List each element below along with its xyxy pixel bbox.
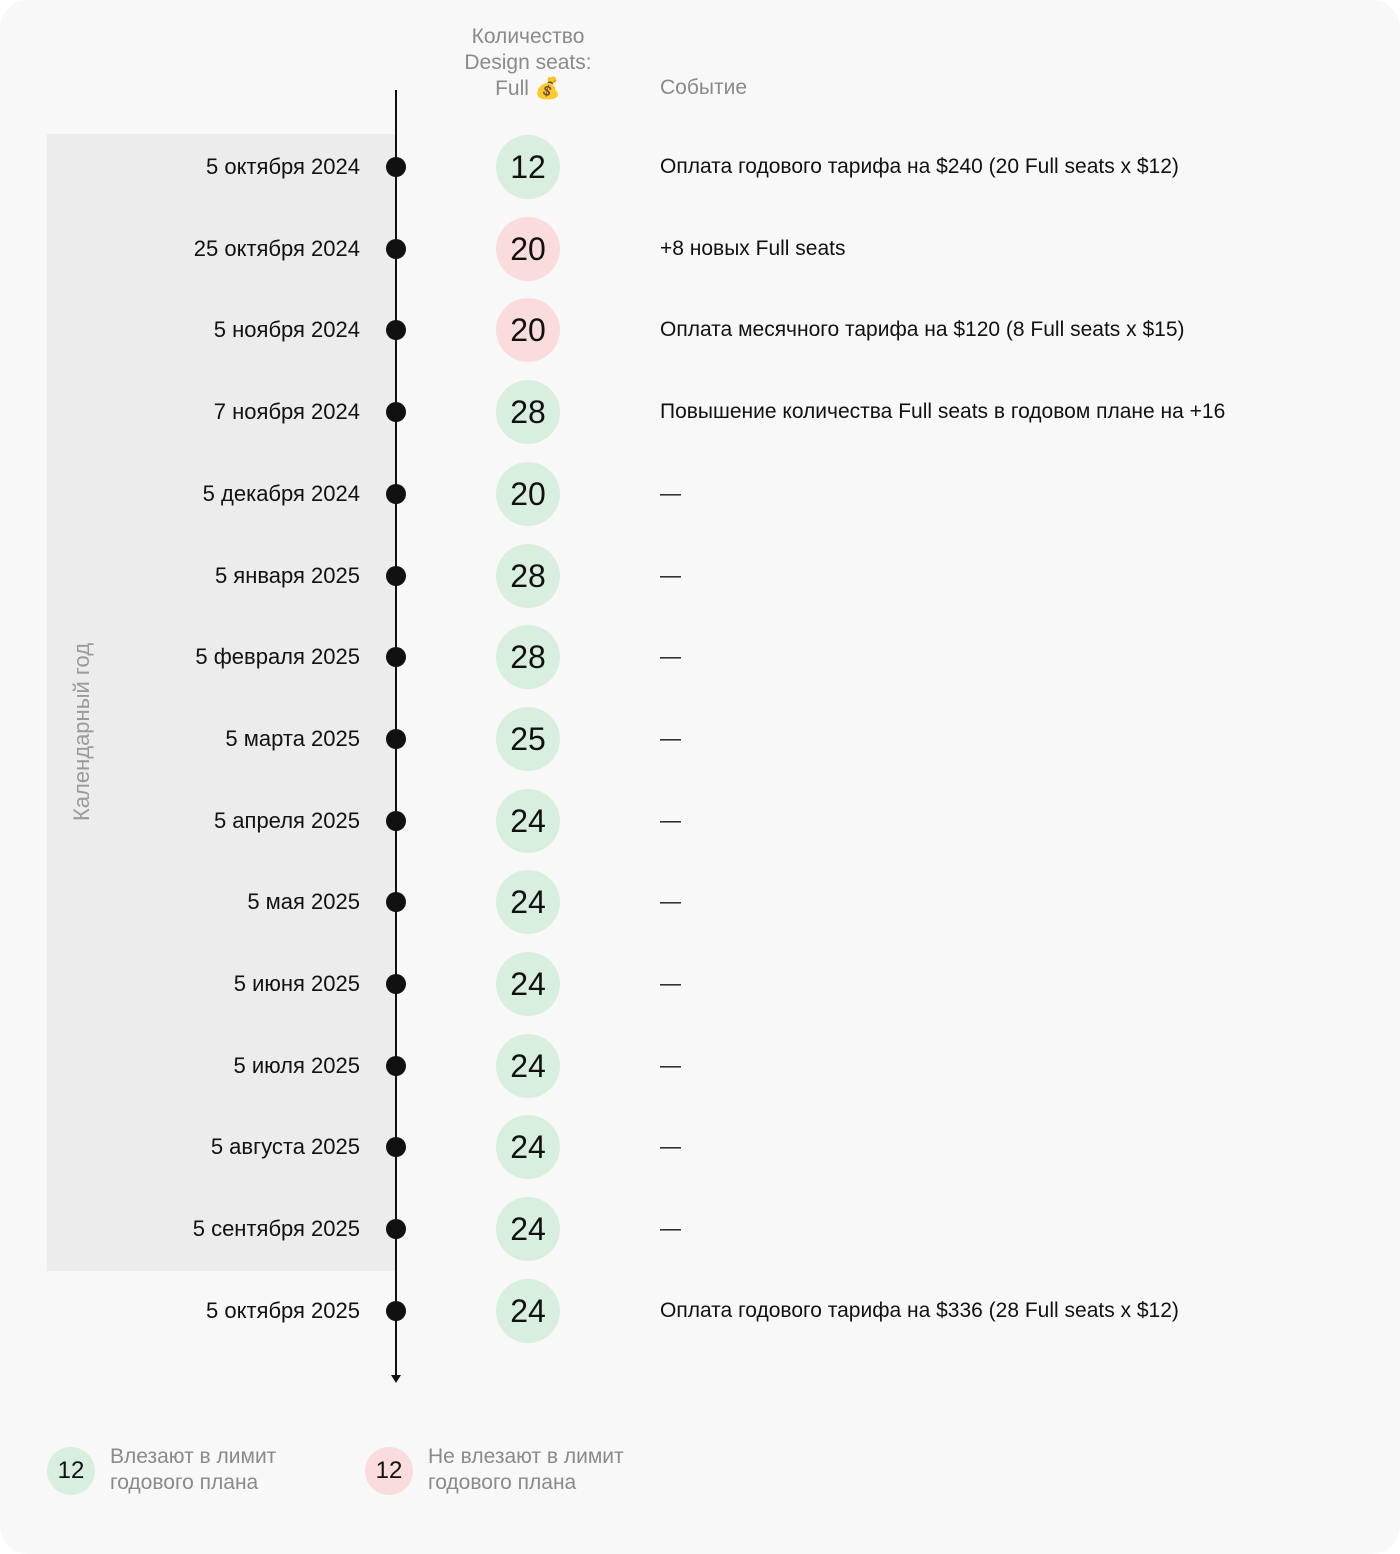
timeline-dot [386, 157, 406, 177]
timeline-dot [386, 729, 406, 749]
row-date: 5 августа 2025 [210, 1134, 360, 1159]
seats-count-badge: 24 [496, 952, 560, 1016]
timeline-row [0, 952, 1400, 1016]
event-column-header: Событие [660, 76, 747, 99]
timeline-dot [386, 974, 406, 994]
row-event: Повышение количества Full seats в годовом плане на +16 [660, 400, 1226, 423]
timeline-dot [386, 484, 406, 504]
timeline-dot [386, 402, 406, 422]
timeline-dot [386, 892, 406, 912]
seats-count-badge: 24 [496, 1115, 560, 1179]
row-date: 5 октября 2024 [206, 154, 360, 179]
row-date: 25 октября 2024 [193, 236, 360, 261]
seats-count-badge: 24 [496, 1279, 560, 1343]
legend-text-ok [110, 1444, 276, 1496]
timeline-dot [386, 320, 406, 340]
money-bag-icon: 💰 [534, 77, 561, 100]
row-date: 5 февраля 2025 [195, 644, 360, 669]
timeline-row [0, 625, 1400, 689]
seats-count-badge: 25 [496, 707, 560, 771]
timeline-row [0, 707, 1400, 771]
seats-count-badge: 20 [496, 217, 560, 281]
seats-count-badge: 28 [496, 625, 560, 689]
timeline-dot [386, 647, 406, 667]
seats-count-badge: 24 [496, 789, 560, 853]
legend-ok-line1: Влезают в лимит [110, 1445, 277, 1468]
row-event: — [660, 645, 681, 668]
row-date: 7 ноября 2024 [213, 399, 360, 424]
legend-ok-line2: годового плана [110, 1471, 259, 1494]
row-date: 5 июня 2025 [233, 971, 360, 996]
legend-over-line2: годового плана [428, 1471, 577, 1494]
legend-badge-over: 12 [365, 1447, 413, 1495]
timeline-row [0, 1197, 1400, 1261]
timeline-dot [386, 1137, 406, 1157]
timeline-dot [386, 566, 406, 586]
row-event: +8 новых Full seats [660, 237, 846, 260]
seats-column-header [428, 24, 628, 102]
row-event: — [660, 890, 681, 913]
row-date: 5 января 2025 [214, 563, 360, 588]
row-event: — [660, 564, 681, 587]
seats-count-badge: 20 [496, 462, 560, 526]
row-date: 5 апреля 2025 [213, 808, 360, 833]
row-event: — [660, 1217, 681, 1240]
seats-count-badge: 28 [496, 380, 560, 444]
seats-header-line2: Design seats: [464, 51, 592, 74]
row-date: 5 октября 2025 [206, 1298, 360, 1323]
row-date: 5 июля 2025 [233, 1053, 360, 1078]
timeline-row [0, 1115, 1400, 1179]
seats-count-badge: 24 [496, 870, 560, 934]
timeline-row [0, 462, 1400, 526]
seats-count-badge: 28 [496, 544, 560, 608]
row-date: 5 декабря 2024 [202, 481, 360, 506]
timeline-row [0, 1034, 1400, 1098]
seats-header-line3 [428, 76, 628, 102]
row-event: — [660, 972, 681, 995]
timeline-row [0, 217, 1400, 281]
legend-badge-ok: 12 [47, 1447, 95, 1495]
timeline-dot [386, 811, 406, 831]
calendar-year-label: Календарный год [69, 642, 94, 822]
legend-text-over [428, 1444, 624, 1496]
seats-header-full: Full [495, 77, 529, 100]
timeline-row [0, 298, 1400, 362]
timeline-row [0, 544, 1400, 608]
timeline-row [0, 135, 1400, 199]
row-event: Оплата годового тарифа на $240 (20 Full seats x $12) [660, 155, 1179, 178]
row-event: — [660, 1054, 681, 1077]
seats-count-badge: 24 [496, 1034, 560, 1098]
row-event: — [660, 482, 681, 505]
timeline-arrow-icon [391, 1375, 401, 1383]
row-date: 5 ноября 2024 [213, 317, 360, 342]
timeline-row [0, 380, 1400, 444]
timeline-dot [386, 1219, 406, 1239]
seats-count-badge: 12 [496, 135, 560, 199]
seats-header-line1: Количество [471, 25, 585, 48]
row-date: 5 мая 2025 [247, 889, 360, 914]
row-event: Оплата годового тарифа на $336 (28 Full seats x $12) [660, 1299, 1179, 1322]
timeline-row [0, 1279, 1400, 1343]
row-date: 5 сентября 2025 [192, 1216, 360, 1241]
seats-count-badge: 20 [496, 298, 560, 362]
timeline-row [0, 870, 1400, 934]
timeline-row [0, 789, 1400, 853]
legend-over-line1: Не влезают в лимит [428, 1445, 624, 1468]
timeline-dot [386, 1056, 406, 1076]
timeline-dot [386, 1301, 406, 1321]
row-event: — [660, 727, 681, 750]
row-event: — [660, 809, 681, 832]
seats-count-badge: 24 [496, 1197, 560, 1261]
row-event: Оплата месячного тарифа на $120 (8 Full seats x $15) [660, 318, 1185, 341]
row-date: 5 марта 2025 [225, 726, 360, 751]
timeline-dot [386, 239, 406, 259]
row-event: — [660, 1135, 681, 1158]
